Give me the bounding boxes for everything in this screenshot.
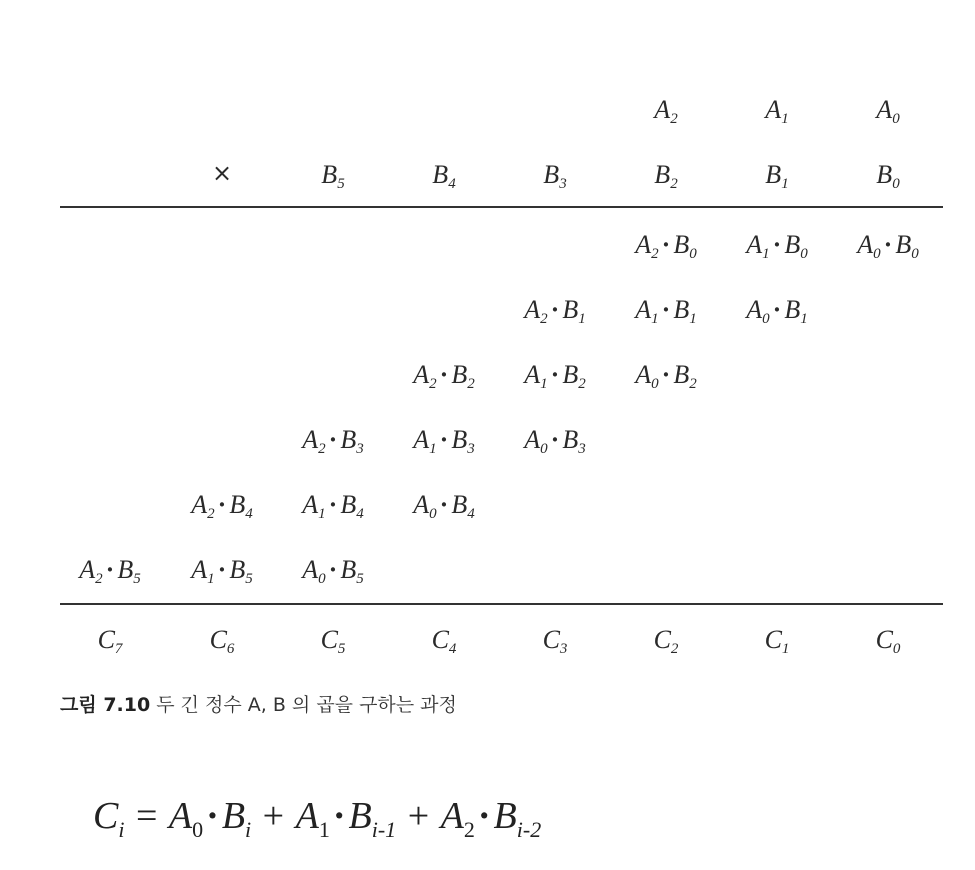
result-digit: $C_3$ xyxy=(542,625,568,657)
caption-text: 두 긴 정수 A, B 의 곱을 구하는 과정 xyxy=(156,694,457,716)
result-digit: $C_2$ xyxy=(653,625,679,657)
partial-product: $A_0 \cdot B_5$ xyxy=(302,555,364,587)
partial-product: $A_2 \cdot B_1$ xyxy=(524,295,586,327)
formula-term-b-sub: i xyxy=(245,817,252,842)
multiplier-digit: $B_2$ xyxy=(654,160,678,192)
formula-plus: + xyxy=(262,795,285,837)
partial-product: $A_2 \cdot B_3$ xyxy=(302,425,364,457)
multiplicand-digit: $A_1$ xyxy=(765,95,789,127)
formula-equals: = xyxy=(135,795,158,837)
multiplicand-digit: $A_2$ xyxy=(654,95,678,127)
times-sign: × xyxy=(211,159,233,187)
formula-term-b-sub: i-1 xyxy=(371,817,397,842)
result-digit: $C_0$ xyxy=(875,625,901,657)
bottom-rule xyxy=(60,603,943,605)
figure-caption xyxy=(60,690,457,717)
caption-label: 그림 7.10 xyxy=(60,694,151,716)
formula-term-a-sub: 0 xyxy=(192,817,204,842)
formula-lhs-sub: i xyxy=(118,817,125,842)
formula-dot: · xyxy=(332,795,346,837)
partial-product: $A_0 \cdot B_1$ xyxy=(746,295,808,327)
result-digit: $C_7$ xyxy=(97,625,123,657)
formula-term-b-sub: i-2 xyxy=(516,817,542,842)
multiplicand-digit: $A_0$ xyxy=(876,95,900,127)
partial-product: $A_1 \cdot B_2$ xyxy=(524,360,586,392)
multiplier-digit: $B_5$ xyxy=(321,160,345,192)
partial-product: $A_0 \cdot B_4$ xyxy=(413,490,475,522)
partial-product: $A_0 \cdot B_0$ xyxy=(857,230,919,262)
partial-product: $A_1 \cdot B_5$ xyxy=(191,555,253,587)
formula-lhs: C xyxy=(93,795,119,837)
formula-plus: + xyxy=(407,795,430,837)
partial-product: $A_2 \cdot B_0$ xyxy=(635,230,697,262)
formula-term-a: A xyxy=(295,795,319,837)
partial-product: $A_1 \cdot B_0$ xyxy=(746,230,808,262)
multiplier-digit: $B_0$ xyxy=(876,160,900,192)
formula-term-a: A xyxy=(168,795,193,837)
partial-product: $A_2 \cdot B_2$ xyxy=(413,360,475,392)
formula xyxy=(93,795,542,842)
partial-product: $A_0 \cdot B_2$ xyxy=(635,360,697,392)
partial-product: $A_2 \cdot B_5$ xyxy=(79,555,141,587)
formula-dot: · xyxy=(477,795,491,837)
result-digit: $C_4$ xyxy=(431,625,457,657)
top-rule xyxy=(60,206,943,208)
formula-term-a-sub: 2 xyxy=(463,817,475,842)
multiplier-digit: $B_3$ xyxy=(543,160,567,192)
result-digit: $C_1$ xyxy=(764,625,790,657)
partial-product: $A_1 \cdot B_4$ xyxy=(302,490,364,522)
result-digit: $C_6$ xyxy=(209,625,235,657)
formula-dot: · xyxy=(206,795,219,837)
partial-product: $A_1 \cdot B_3$ xyxy=(413,425,475,457)
partial-product: $A_0 \cdot B_3$ xyxy=(524,425,586,457)
partial-product: $A_1 \cdot B_1$ xyxy=(635,295,697,327)
multiplier-digit: $B_4$ xyxy=(432,160,456,192)
formula-term-b: B xyxy=(348,795,372,837)
formula-term-b: B xyxy=(493,795,517,837)
formula-term-b: B xyxy=(221,795,246,837)
partial-product: $A_2 \cdot B_4$ xyxy=(191,490,253,522)
formula-term-a: A xyxy=(440,795,464,837)
formula-term-a-sub: 1 xyxy=(318,817,330,842)
multiplier-digit: $B_1$ xyxy=(765,160,789,192)
result-digit: $C_5$ xyxy=(320,625,346,657)
